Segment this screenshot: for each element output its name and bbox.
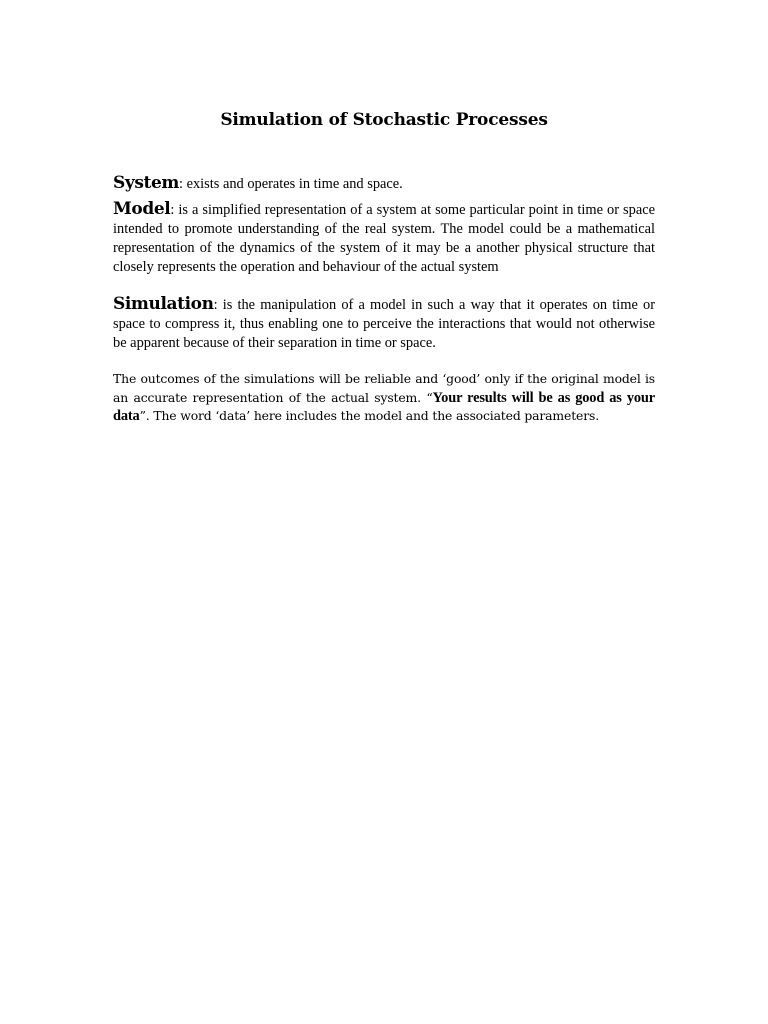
system-definition-text: : exists and operates in time and space.	[178, 176, 403, 192]
model-term: Model	[113, 199, 171, 219]
simulation-term: Simulation	[113, 294, 214, 314]
outcomes-text-after: ”. The word ‘data’ here includes the model and the associated parameters.	[139, 408, 599, 423]
simulation-definition	[113, 295, 655, 353]
document-title: Simulation of Stochastic Processes	[220, 110, 548, 130]
model-definition-text: : is a simplified representation of a system at some particular point in time or space intended to promote understanding of the real system. The model could be a mathematical representation of the dynamics of the system of it may be a another physical structure that closely represents the operation and behaviour of the actual system	[113, 202, 655, 275]
system-term: System	[113, 173, 179, 193]
system-definition	[113, 174, 655, 194]
simulation-definition-text: : is the manipulation of a model in such a way that it operates on time or space to compress it, thus enabling one to perceive the interactions that would not otherwise be apparent because of their separation in time or space.	[113, 297, 655, 351]
outcomes-paragraph	[113, 370, 655, 426]
outcomes-bold-quote: Your results will be as good as your data	[113, 389, 656, 424]
outcomes-text-before: The outcomes of the simulations will be reliable and ‘good’ only if the original model is an accurate representation of the actual system. “	[113, 371, 655, 405]
model-definition	[113, 200, 655, 277]
